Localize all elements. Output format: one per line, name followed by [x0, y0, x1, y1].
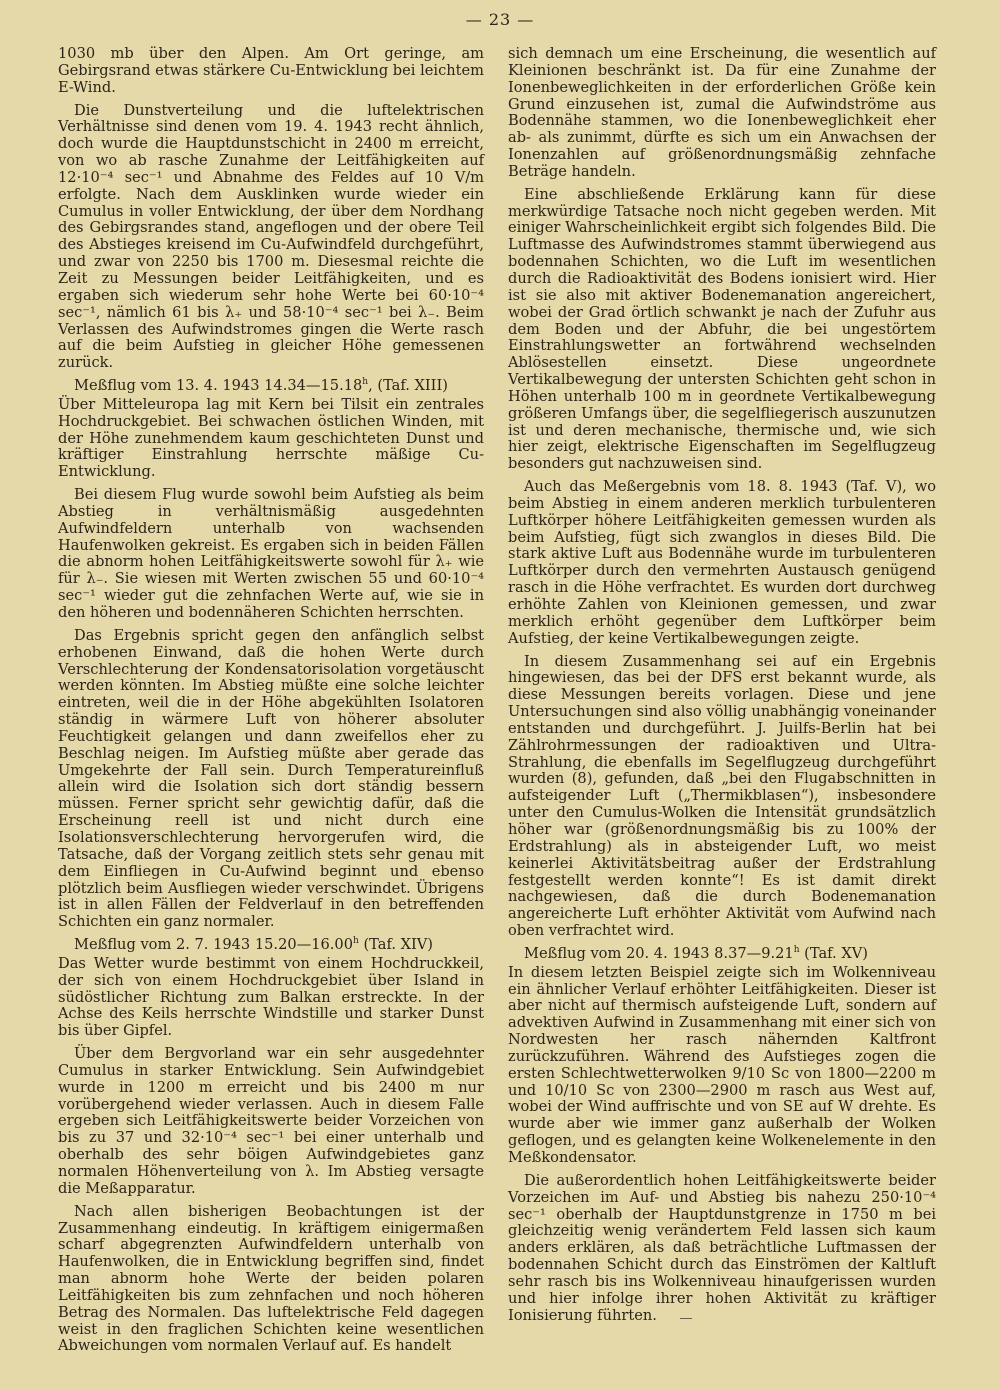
- paragraph: Die außerordentlich hohen Leitfähigkeitswerte beider Vorzeichen im Auf- und Abstieg bis nahezu 250·10⁻⁴ sec⁻¹ oberhalb der Hauptdunstgrenze in 1750 m bei gleichzeitig wenig verändertem Feld lassen sich kaum anders erklären, als daß beträchtliche Luftmassen der bodennahen Schicht durch das Einströmen der Kaltluft sehr rasch bis ins Wolkenniveau hinaufgerissen wurden und hier infolge ihrer hohen Aktivität zu kräftiger Ionisierung führten.: [508, 1171, 936, 1324]
- flight-heading: Meßflug vom 13. 4. 1943 14.34—15.18$^h$, (Taf. XIII): [74, 377, 448, 395]
- flight-heading: Meßflug vom 2. 7. 1943 15.20—16.00$^h$ (Taf. XIV): [74, 936, 433, 954]
- paragraph: sich demnach um eine Erscheinung, die wesentlich auf Kleinionen beschränkt ist. Da für eine Zunahme der Ionenbeweglichkeiten in der erforderlichen Größe kein Grund einzusehen ist, zumal die Aufwindströme aus Bodennähe stammen, wo die Ionenbeweglichkeit eher ab- als zunimmt, dürfte es sich um ein Anwachsen der Ionenzahlen auf größenordnungsmäßig zehnfache Beträge handeln.: [508, 45, 936, 180]
- page-number: — 23 —: [465, 10, 535, 29]
- paragraph: Über Mitteleuropa lag mit Kern bei Tilsit ein zentrales Hochdruckgebiet. Bei schwachen östlichen Winden, mit der Höhe zunehmendem kaum geschichteten Dunst und kräftiger Einstrahlung herrschte mäßige Cu-Entwicklung.: [58, 395, 484, 481]
- paragraph: Das Ergebnis spricht gegen den anfänglich selbst erhobenen Einwand, daß die hohen Werte durch Verschlechterung der Kondensatorisolation vorgetäuscht werden könnten. Im Abstieg müßte eine solche leichter eintreten, weil die in der Höhe abgekühlten Isolatoren ständig in wärmere Luft von höherer absoluter Feuchtigkeit gelangen und dann zweifellos eher zu Beschlag neigen. Im Aufstieg müßte aber gerade das Umgekehrte der Fall sein. Durch Temperatureinfluß allein wird die Isolation sich dort ständig bessern müssen. Ferner spricht sehr gewichtig dafür, daß die Erscheinung reell ist und nicht durch eine Isolationsverschlechterung hervorgerufen wird, die Tatsache, daß der Vorgang zeitlich stets sehr genau mit dem Einfliegen in Cu-Aufwind beginnt und ebenso plötzlich beim Ausfliegen wieder verschwindet. Übrigens ist in allen Fällen der Feldverlauf in den betreffenden Schichten ein ganz normaler.: [58, 626, 484, 931]
- paragraph: Bei diesem Flug wurde sowohl beim Aufstieg als beim Abstieg in verhältnismäßig ausgedehnten Aufwindfeldern unterhalb von wachsenden Haufenwolken gekreist. Es ergaben sich in beiden Fällen die abnorm hohen Leitfähigkeitswerte sowohl für λ₊ wie für λ₋. Sie wiesen mit Werten zwischen 55 und 60·10⁻⁴ sec⁻¹ wieder gut die zehnfachen Werte auf, wie sie in den höheren und bodennäheren Schichten herrschten.: [58, 486, 484, 621]
- paragraph: In diesem letzten Beispiel zeigte sich im Wolkenniveau ein ähnlicher Verlauf erhöhter Leitfähigkeiten. Dieser ist aber nicht auf thermisch aufsteigende Luft, sondern auf advektiven Aufwind in Zusammenhang mit einer sich von Nordwesten her rasch nähernden Kaltfront zurückzuführen. Während des Aufstieges zogen die ersten Schlechtwetterwolken 9/10 Sc von 1800—2200 m und 10/10 Sc von 2300—2900 m rasch aus West auf, wobei der Wind auffrischte und von SE auf W drehte. Es wurde aber wie immer ganz außerhalb der Wolken geflogen, und es gelangten keine Wolkenelemente in den Meßkondensator.: [508, 963, 936, 1166]
- flight-heading: Meßflug vom 20. 4. 1943 8.37—9.21$^h$ (Taf. XV): [524, 944, 868, 962]
- paragraph: Das Wetter wurde bestimmt von einem Hochdruckkeil, der sich von einem Hochdruckgebiet über Island in südöstlicher Richtung zum Balkan erstreckte. In der Achse des Keils herrschte Windstille und starker Dunst bis über Gipfel.: [58, 954, 484, 1040]
- paragraph: Auch das Meßergebnis vom 18. 8. 1943 (Taf. V), wo beim Abstieg in einem anderen merklich turbulenteren Luftkörper höhere Leitfähigkeiten gemessen wurden als beim Aufstieg, fügt sich zwanglos in dieses Bild. Die stark aktive Luft aus Bodennähe wurde im turbulenteren Luftkörper durch den vermehrten Austausch genügend rasch in die Höhe verfrachtet. Es wurden dort durchweg erhöhte Zahlen von Kleinionen gemessen, und zwar merklich erhöht gegenüber dem Luftkörper beim Aufstieg, der keine Vertikalbewegungen zeigte.: [508, 478, 936, 647]
- right-column: [508, 46, 936, 1330]
- paragraph: Die Dunstverteilung und die luftelektrischen Verhältnisse sind denen vom 19. 4. 1943 recht ähnlich, doch wurde die Hauptdunstschicht in 2400 m erreicht, von wo ab rasche Zunahme der Leitfähigkeiten auf 12·10⁻⁴ sec⁻¹ und Abnahme des Feldes auf 10 V/m erfolgte. Nach dem Ausklinken wurde wieder ein Cumulus in voller Entwicklung, der über dem Nordhang des Gebirgsrandes stand, angeflogen und der obere Teil des Abstieges kreisend im Cu-Aufwindfeld durchgeführt, und zwar von 2250 bis 1700 m. Diesesmal reichte die Zeit zu Messungen beider Leitfähigkeiten, und es ergaben sich wiederum sehr hohe Werte bei 60·10⁻⁴ sec⁻¹, nämlich 61 bis λ₊ und 58·10⁻⁴ sec⁻¹ bei λ₋. Beim Verlassen des Aufwindstromes gingen die Werte rasch auf die beim Aufstieg in gleicher Höhe gemessenen zurück.: [58, 101, 484, 372]
- paragraph: Eine abschließende Erklärung kann für diese merkwürdige Tatsache noch nicht gegeben werden. Mit einiger Wahrscheinlichkeit ergibt sich folgendes Bild. Die Luftmasse des Aufwindstromes stammt überwiegend aus bodennahen Schichten, wo die Luft im wesentlichen durch die Radioaktivität des Bodens ionisiert wird. Hier ist sie also mit aktiver Bodenemanation angereichert, wobei der Grad örtlich schwankt je nach der Zufuhr aus dem Boden und der Abfuhr, die bei ungestörtem Einstrahlungswetter an fortwährend wechselnden Ablösestellen einsetzt. Diese ungeordnete Vertikalbewegung der untersten Schichten geht schon in Höhen unterhalb 100 m in geordnete Vertikalbewegung größeren Umfangs über, die segelfliegerisch auszunutzen ist und deren mechanische, thermische und, wie sich hier zeigt, elektrische Eigenschaften im Segelflugzeug besonders gut nachzuweisen sind.: [508, 185, 936, 473]
- left-column: [58, 46, 484, 1361]
- paragraph: Nach allen bisherigen Beobachtungen ist der Zusammenhang eindeutig. In kräftigem einigermaßen scharf abgegrenzten Aufwindfeldern unterhalb von Haufenwolken, die in Entwicklung begriffen sind, findet man abnorm hohe Werte der beiden polaren Leitfähigkeiten bis zum zehnfachen und noch höheren Betrag des Normalen. Das luftelektrische Feld dagegen weist in den fraglichen Schichten keine wesentlichen Abweichungen vom normalen Verlauf auf. Es handelt: [58, 1202, 484, 1355]
- paragraph: In diesem Zusammenhang sei auf ein Ergebnis hingewiesen, das bei der DFS erst bekannt wurde, als diese Messungen bereits vorlagen. Diese und jene Untersuchungen sind also völlig unabhängig voneinander entstanden und durchgeführt. J. Juilfs-Berlin hat bei Zählrohrmessungen der radioaktiven und Ultra-Strahlung, die ebenfalls im Segelflugzeug durchgeführt wurden (8), gefunden, daß „bei den Flugabschnitten in aufsteigender Luft („Thermikblasen“), insbesondere unter den Cumulus-Wolken die Intensität grundsätzlich höher war (größenordnungsmäßig bis zu 100% der Erdstrahlung) als in absteigender Luft, wo meist keinerlei Aktivitätsbeitrag außer der Erdstrahlung festgestellt werden konnte“! Es ist damit direkt nachgewiesen, daß die durch Bodenemanation angereicherte Luft erhöhter Aktivität vom Aufwind nach oben verfrachtet wird.: [508, 652, 936, 940]
- footer-mark: [680, 1318, 692, 1319]
- paragraph: Über dem Bergvorland war ein sehr ausgedehnter Cumulus in starker Entwicklung. Sein Aufwindgebiet wurde in 1200 m erreicht und bis 2400 m nur vorübergehend wieder verlassen. Auch in diesem Falle ergeben sich Leitfähigkeitswerte beider Vorzeichen von bis zu 37 und 32·10⁻⁴ sec⁻¹ bei einer unterhalb und oberhalb des sehr böigen Aufwindgebietes ganz normalen Höhenverteilung von λ. Im Abstieg versagte die Meßapparatur.: [58, 1045, 484, 1197]
- paragraph: 1030 mb über den Alpen. Am Ort geringe, am Gebirgsrand etwas stärkere Cu-Entwicklung bei leichtem E-Wind.: [58, 45, 484, 96]
